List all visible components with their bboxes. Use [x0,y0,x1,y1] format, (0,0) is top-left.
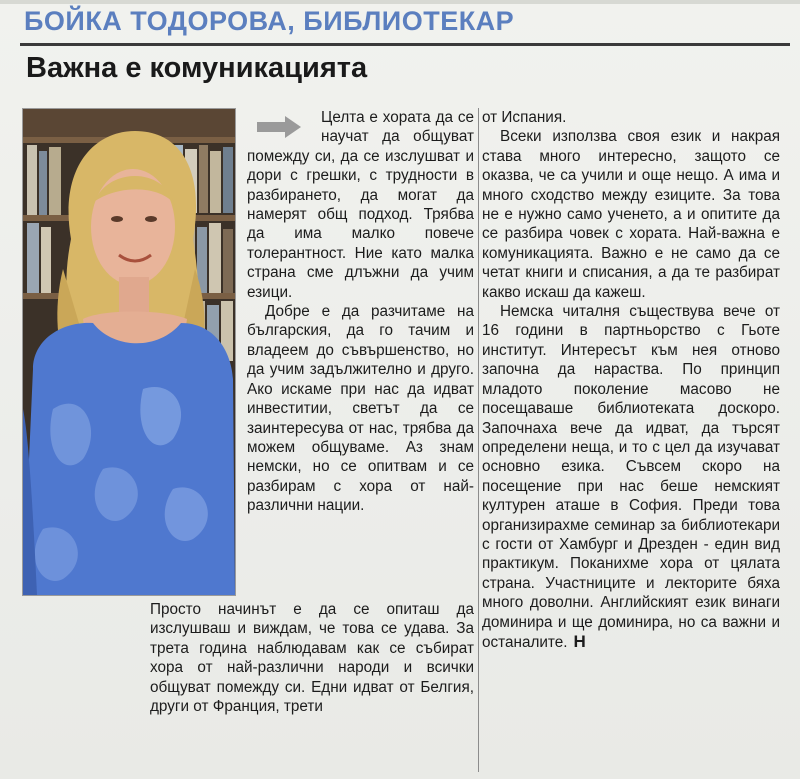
portrait-photo [22,108,236,596]
paragraph-1: Целта е хората да се научат да общуват помежду си, да се изслушват и дори с грешки, с трудности в разбирането, да могат да намерят общ подход. Трябва да има малко повече толерантност. Ние като малка страна сме длъжни да учим езици. [247,109,474,301]
paragraph-2: Добре е да разчитаме на българския, да го тачим и владеем до съвършенство, но да учим задължително и друго. Ако искаме при нас да идват инвеститии, светът да се заинтересува от нас, трябва да можем общуваме. Аз знам немски, но се опитвам и се разбирам с хора от най-различни нации. [247,303,474,515]
header-rule [20,43,790,46]
paragraph-6: Немска читалня съществува вече от 16 години в партньорство с Гьоте институт. Интересът към нея отново започна да нараства. По принцип младото поколение масово не посещаваше библиотеката доскоро. Започнаха вече да идват, да търсят определени неща, и то с цел да изучават основно езика. Съвсем скоро на посещение при нас беше немският културен аташе в София. Преди това организирахме семинар за библиотекари с гости от Хамбург и Дрезден - един вид практикум. Поканихме хора от цялата страна. Участниците и лекторите бяха много доволни. Английският език винаги доминира и ще доминира, но са важни и останалите. [482,303,780,651]
column-1 [247,108,474,618]
paragraph-4: от Испания. [482,109,567,126]
article-headline: Важна е комуникацията [26,52,368,84]
top-strip [0,0,800,4]
paragraph-3: Просто начинът е да се опиташ да изслушваш и виждам, че това се удава. За трета година наблюдавам как се събират хора от най-различни народи и всички общуват помежду си. Едни идват от Белгия, други от Франция, трети [150,601,474,716]
paragraph-5: Всеки използва своя език и накрая става много интересно, защото се оказва, че са учили и още нещо. А има и много сходство между езиците. За това не е нужно само ученето, а и опитите да се разбира човек с хората. Най-важна е комуникацията. Важно е не само да се четат книги и списания, а да те разбират какво искаш да кажеш. [482,128,780,301]
newspaper-end-mark: Н [573,631,586,651]
arrow-spacer [247,108,321,130]
column-divider [478,108,479,772]
column-1-continued [150,600,474,772]
column-2 [482,108,780,772]
author-byline: БОЙКА ТОДОРОВА, БИБЛИОТЕКАР [24,6,515,36]
